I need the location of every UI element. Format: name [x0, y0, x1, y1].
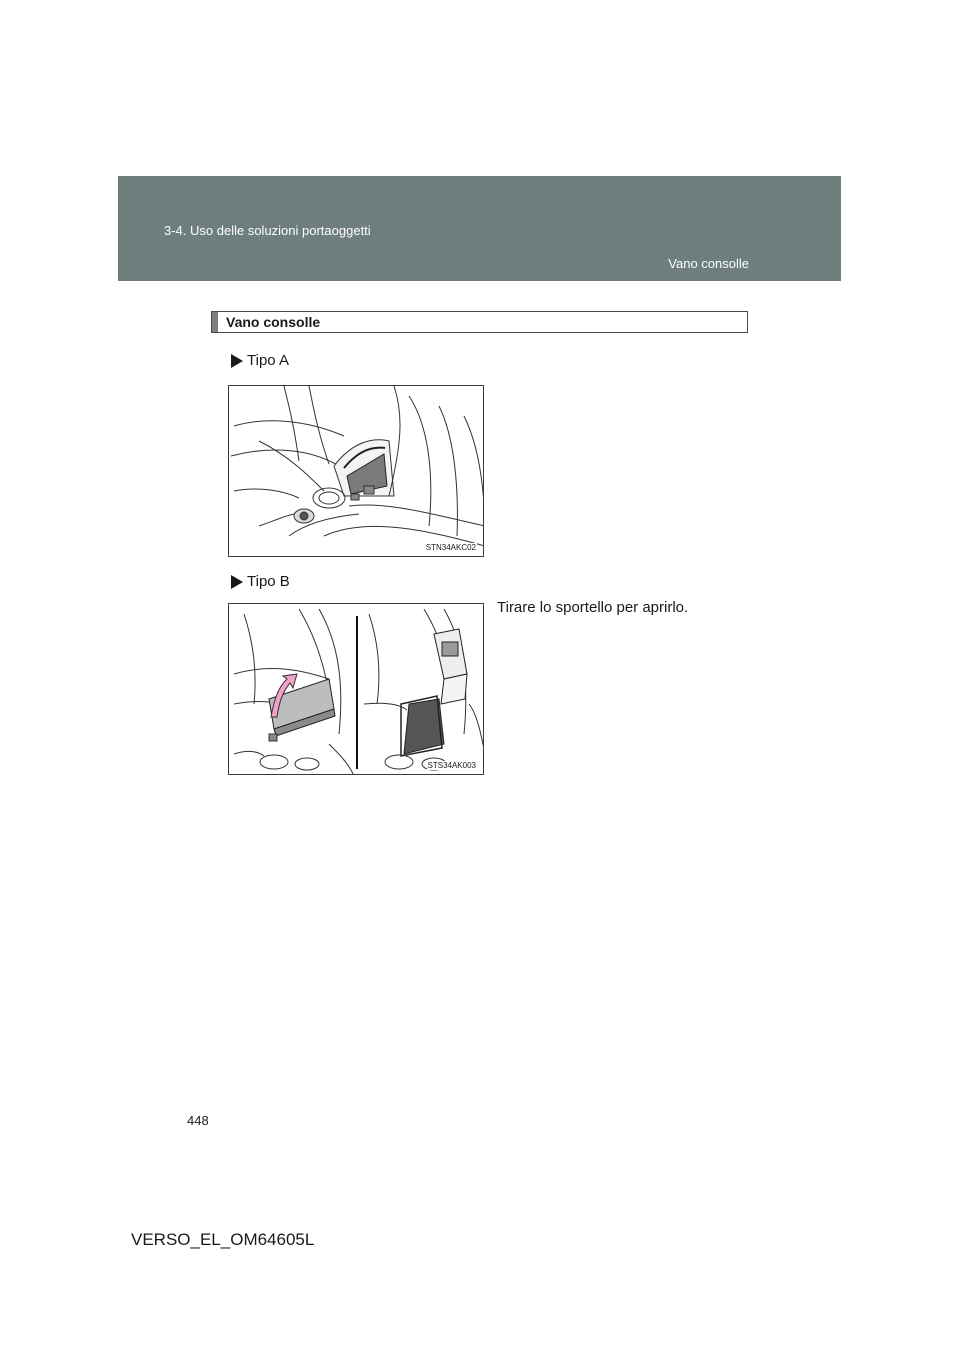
type-b-label — [231, 573, 290, 590]
page-number: 448 — [187, 1113, 209, 1128]
figure-type-b — [228, 603, 484, 775]
figure-type-a — [228, 385, 484, 557]
section-path: 3-4. Uso delle soluzioni portaoggetti — [164, 223, 371, 238]
section-heading — [211, 311, 748, 333]
header-band — [118, 176, 841, 281]
heading-text: Vano consolle — [226, 314, 321, 330]
triangle-bullet-icon — [231, 354, 243, 368]
figure-code: STS34AK003 — [427, 761, 476, 770]
document-code: VERSO_EL_OM64605L — [131, 1230, 315, 1249]
instruction-text: Tirare lo sportello per aprirlo. — [497, 599, 689, 616]
heading-accent-bar — [212, 312, 218, 332]
type-a-text: Tipo A — [247, 352, 289, 369]
type-b-text: Tipo B — [247, 573, 290, 590]
figure-code: STN34AKC02 — [425, 543, 476, 552]
console-box-type-a-illustration — [229, 386, 484, 557]
console-box-type-b-illustration — [229, 604, 484, 775]
triangle-bullet-icon — [231, 575, 243, 589]
section-title: Vano consolle — [668, 256, 749, 271]
type-a-label — [231, 352, 289, 369]
